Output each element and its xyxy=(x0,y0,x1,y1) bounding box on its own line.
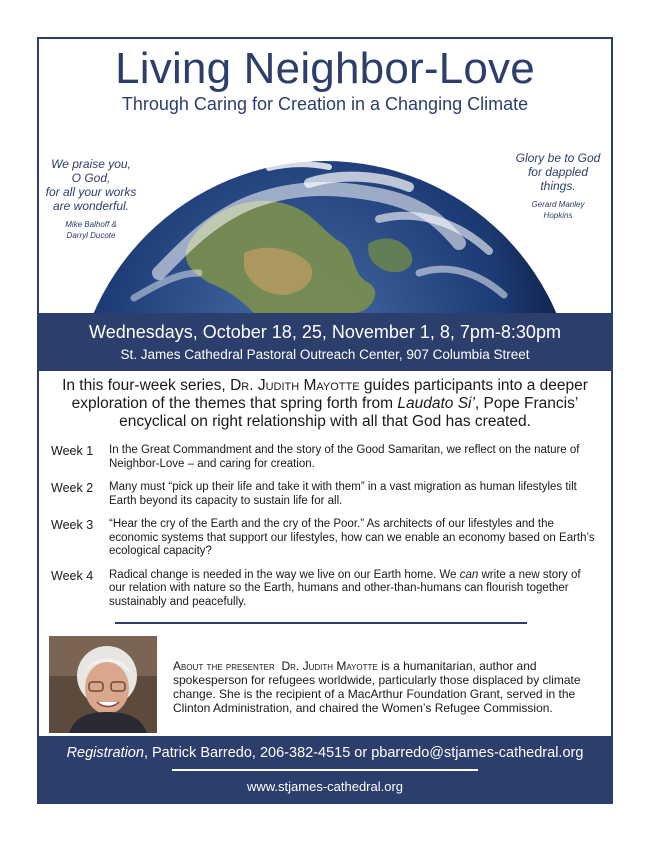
intro-presenter-name: Dr. Judith Mayotte xyxy=(230,377,360,394)
week-label: Week 4 xyxy=(51,568,94,583)
presenter-bio xyxy=(173,659,603,715)
week-description xyxy=(109,569,599,610)
week-label: Week 2 xyxy=(51,481,94,495)
series-intro xyxy=(55,377,595,431)
flyer-frame xyxy=(37,37,613,804)
week-label: Week 3 xyxy=(51,518,94,532)
week-label: Week 1 xyxy=(51,444,94,458)
quote-right-line: for dappled xyxy=(527,165,589,179)
footer-divider xyxy=(172,769,478,771)
week-text: write a new story of our relation with nature so the Earth, humans and other-than-humans can flourish together sustainably and peacefully. xyxy=(109,568,581,608)
quote-right xyxy=(509,151,607,221)
intro-text: , Pope Francis’ encyclical on right relationship with all that God has created. xyxy=(119,395,579,430)
quote-left-line: O God, xyxy=(71,171,111,185)
week-text-emphasis: can xyxy=(459,568,479,581)
week-description: Many must “pick up their life and take it with them” in a vast migration as human lifestyles tilt Earth beyond its capacity to sustain life for all. xyxy=(109,481,577,507)
presenter-photo xyxy=(49,636,157,733)
quote-right-line: things. xyxy=(540,179,576,193)
event-info-band xyxy=(39,313,611,371)
quote-left-line: for all your works xyxy=(45,185,137,199)
registration-contact[interactable]: , Patrick Barredo, 206-382-4515 or pbarredo@stjames-cathedral.org xyxy=(143,745,584,761)
presenter-name: Dr. Judith Mayotte xyxy=(281,659,378,673)
registration-line xyxy=(39,744,611,762)
week-item xyxy=(51,518,601,559)
intro-book-title: Laudato Si’ xyxy=(397,395,475,412)
week-item xyxy=(51,481,601,508)
quote-left-line: We praise you, xyxy=(51,157,131,171)
quote-left-author-line: Darryl Ducote xyxy=(66,231,116,240)
intro-text: In this four-week series, xyxy=(62,377,226,394)
quote-left-line: are wonderful. xyxy=(52,199,130,213)
quote-left-author-line: Mike Balhoff & xyxy=(65,220,117,229)
flyer-title: Living Neighbor-Love xyxy=(115,44,535,93)
presenter-portrait-icon xyxy=(49,636,157,733)
week-item xyxy=(51,444,601,471)
event-dates: Wednesdays, October 18, 25, November 1, 8, 7pm-8:30pm xyxy=(89,322,561,342)
intro-text: guides participants into a deeper exploration of the themes that spring forth from xyxy=(71,377,588,412)
week-description: “Hear the cry of the Earth and the cry of the Poor.” As architects of our lifestyles and the economic systems that support our lifestyles, how can we enable an economy based on Earth’s ecological capacity? xyxy=(109,518,595,557)
presenter-heading: About the presenter xyxy=(173,659,275,673)
quote-right-author xyxy=(509,199,607,221)
week-description: In the Great Commandment and the story of the Good Samaritan, we reflect on the nature of Neighbor-Love – and caring for creation. xyxy=(109,444,580,470)
quote-right-author-line: Gerard Manley xyxy=(531,200,585,209)
website-link[interactable]: www.stjames-cathedral.org xyxy=(246,779,404,794)
week-item xyxy=(51,569,601,610)
quote-left-author xyxy=(43,219,139,241)
quote-right-author-line: Hopkins xyxy=(543,211,573,220)
event-venue: St. James Cathedral Pastoral Outreach Center, 907 Columbia Street xyxy=(120,347,530,362)
registration-label: Registration xyxy=(66,745,144,761)
weeks-list xyxy=(51,444,601,619)
quote-right-line: Glory be to God xyxy=(515,151,601,165)
presenter-bio-text: is a humanitarian, author and spokesperson for refugees worldwide, particularly those displaced by climate change. She is the recipient of a MacArthur Foundation Grant, served in the Clinton Administration, and chaired the Women’s Refugee Commission. xyxy=(173,659,581,715)
quote-left xyxy=(43,157,139,241)
flyer-subtitle: Through Caring for Creation in a Changing Climate xyxy=(121,94,529,114)
section-divider xyxy=(115,622,527,624)
week-text: Radical change is needed in the way we live on our Earth home. We xyxy=(109,568,457,581)
registration-band xyxy=(39,736,611,802)
